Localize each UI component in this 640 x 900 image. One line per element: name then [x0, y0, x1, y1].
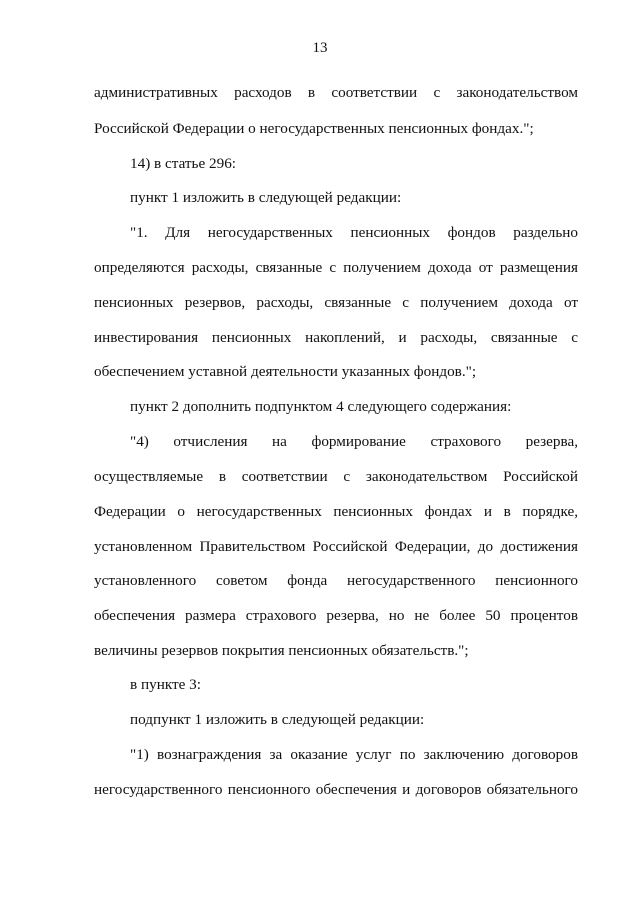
text-line: установленном Правительством Российской Федерации, до достижения	[94, 538, 578, 555]
text-line: "1) вознаграждения за оказание услуг по заключению договоров	[130, 746, 578, 763]
text-line: обеспечения размера страхового резерва, но не более 50 процентов	[94, 607, 578, 624]
text-line: определяются расходы, связанные с получением дохода от размещения	[94, 259, 578, 276]
text-line: негосударственного пенсионного обеспечения и договоров обязательного	[94, 781, 578, 798]
text-line: "4) отчисления на формирование страхового резерва,	[130, 433, 578, 450]
text-line: величины резервов покрытия пенсионных обязательств.";	[94, 642, 469, 659]
text-line: инвестирования пенсионных накоплений, и расходы, связанные с	[94, 329, 578, 346]
text-line: "1. Для негосударственных пенсионных фондов раздельно	[130, 224, 578, 241]
text-line: пенсионных резервов, расходы, связанные с получением дохода от	[94, 294, 578, 311]
text-line: административных расходов в соответствии с законодательством	[94, 84, 578, 101]
text-line: установленного советом фонда негосударственного пенсионного	[94, 572, 578, 589]
text-line: в пункте 3:	[130, 676, 201, 693]
text-line: обеспечением уставной деятельности указанных фондов.";	[94, 363, 477, 380]
text-line: Российской Федерации о негосударственных пенсионных фондах.";	[94, 120, 534, 137]
text-line: Федерации о негосударственных пенсионных фондах и в порядке,	[94, 503, 578, 520]
text-line: пункт 2 дополнить подпунктом 4 следующего содержания:	[130, 398, 512, 415]
page-number: 13	[312, 40, 328, 56]
text-line: осуществляемые в соответствии с законодательством Российской	[94, 468, 578, 485]
text-line: 14) в статье 296:	[130, 155, 237, 172]
text-line: подпункт 1 изложить в следующей редакции:	[130, 711, 425, 728]
text-line: пункт 1 изложить в следующей редакции:	[130, 189, 402, 206]
